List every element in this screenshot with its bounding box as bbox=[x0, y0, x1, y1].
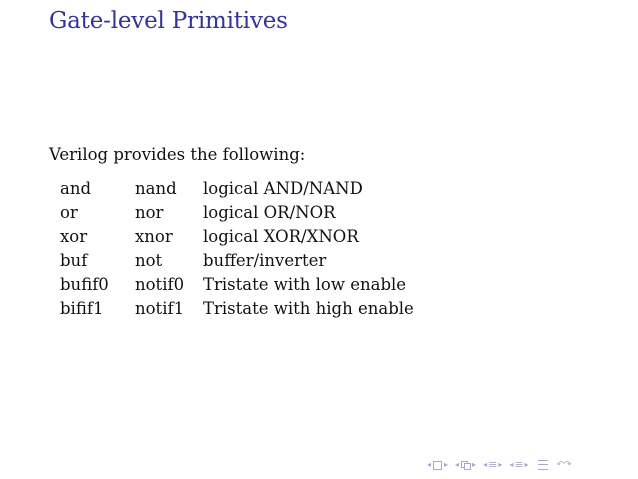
inverse-gate-name: nor bbox=[135, 203, 164, 222]
gate-description: buffer/inverter bbox=[203, 251, 327, 270]
gate-name: xor bbox=[60, 227, 88, 246]
gate-name: bufif0 bbox=[60, 275, 109, 294]
subsection-icon[interactable] bbox=[461, 461, 470, 469]
search-icon[interactable]: ↶↷ bbox=[556, 460, 572, 470]
next-frame-icon[interactable]: ▸ bbox=[444, 460, 449, 469]
table-row bbox=[53, 177, 414, 201]
gate-name: buf bbox=[60, 251, 88, 270]
prev-frame-icon[interactable]: ◂ bbox=[427, 460, 432, 469]
beamer-navigation-bar bbox=[427, 459, 579, 471]
intro-text: Verilog provides the following: bbox=[49, 145, 306, 164]
gate-description: logical XOR/XNOR bbox=[203, 227, 359, 246]
prev-section-icon[interactable]: ◂ bbox=[483, 460, 488, 469]
gate-name: or bbox=[60, 203, 78, 222]
prev-subsection-icon[interactable]: ◂ bbox=[455, 460, 460, 469]
section-icon[interactable]: ≡ bbox=[514, 458, 524, 471]
gate-description: logical OR/NOR bbox=[203, 203, 336, 222]
gate-description: Tristate with high enable bbox=[203, 299, 414, 318]
inverse-gate-name: notif0 bbox=[135, 275, 185, 294]
appendix-nav-group bbox=[536, 460, 550, 470]
section-nav-group bbox=[483, 459, 502, 471]
inverse-gate-name: notif1 bbox=[135, 299, 185, 318]
next-section-icon[interactable]: ▸ bbox=[498, 460, 503, 469]
next-subsection-icon[interactable]: ▸ bbox=[472, 460, 477, 469]
primitives-table bbox=[53, 177, 414, 321]
table-row bbox=[53, 273, 414, 297]
inverse-gate-name: nand bbox=[135, 179, 177, 198]
section2-nav-group bbox=[509, 459, 528, 471]
next-section-icon[interactable]: ▸ bbox=[524, 460, 529, 469]
inverse-gate-name: not bbox=[135, 251, 163, 270]
gate-name: and bbox=[60, 179, 92, 198]
section-icon[interactable]: ≡ bbox=[488, 458, 498, 471]
frame-nav-group bbox=[427, 459, 448, 471]
subsection-nav-group bbox=[455, 459, 476, 471]
gate-name: bifif1 bbox=[60, 299, 104, 318]
table-row bbox=[53, 297, 414, 321]
table-row bbox=[53, 201, 414, 225]
slide-title: Gate-level Primitives bbox=[49, 8, 288, 34]
frame-icon[interactable] bbox=[433, 461, 442, 470]
table-row bbox=[53, 225, 414, 249]
gate-description: Tristate with low enable bbox=[203, 275, 407, 294]
prev-section-icon[interactable]: ◂ bbox=[509, 460, 514, 469]
inverse-gate-name: xnor bbox=[135, 227, 173, 246]
gate-description: logical AND/NAND bbox=[203, 179, 363, 198]
appendix-icon[interactable] bbox=[538, 460, 548, 470]
table-row bbox=[53, 249, 414, 273]
search-nav-group bbox=[557, 459, 572, 471]
